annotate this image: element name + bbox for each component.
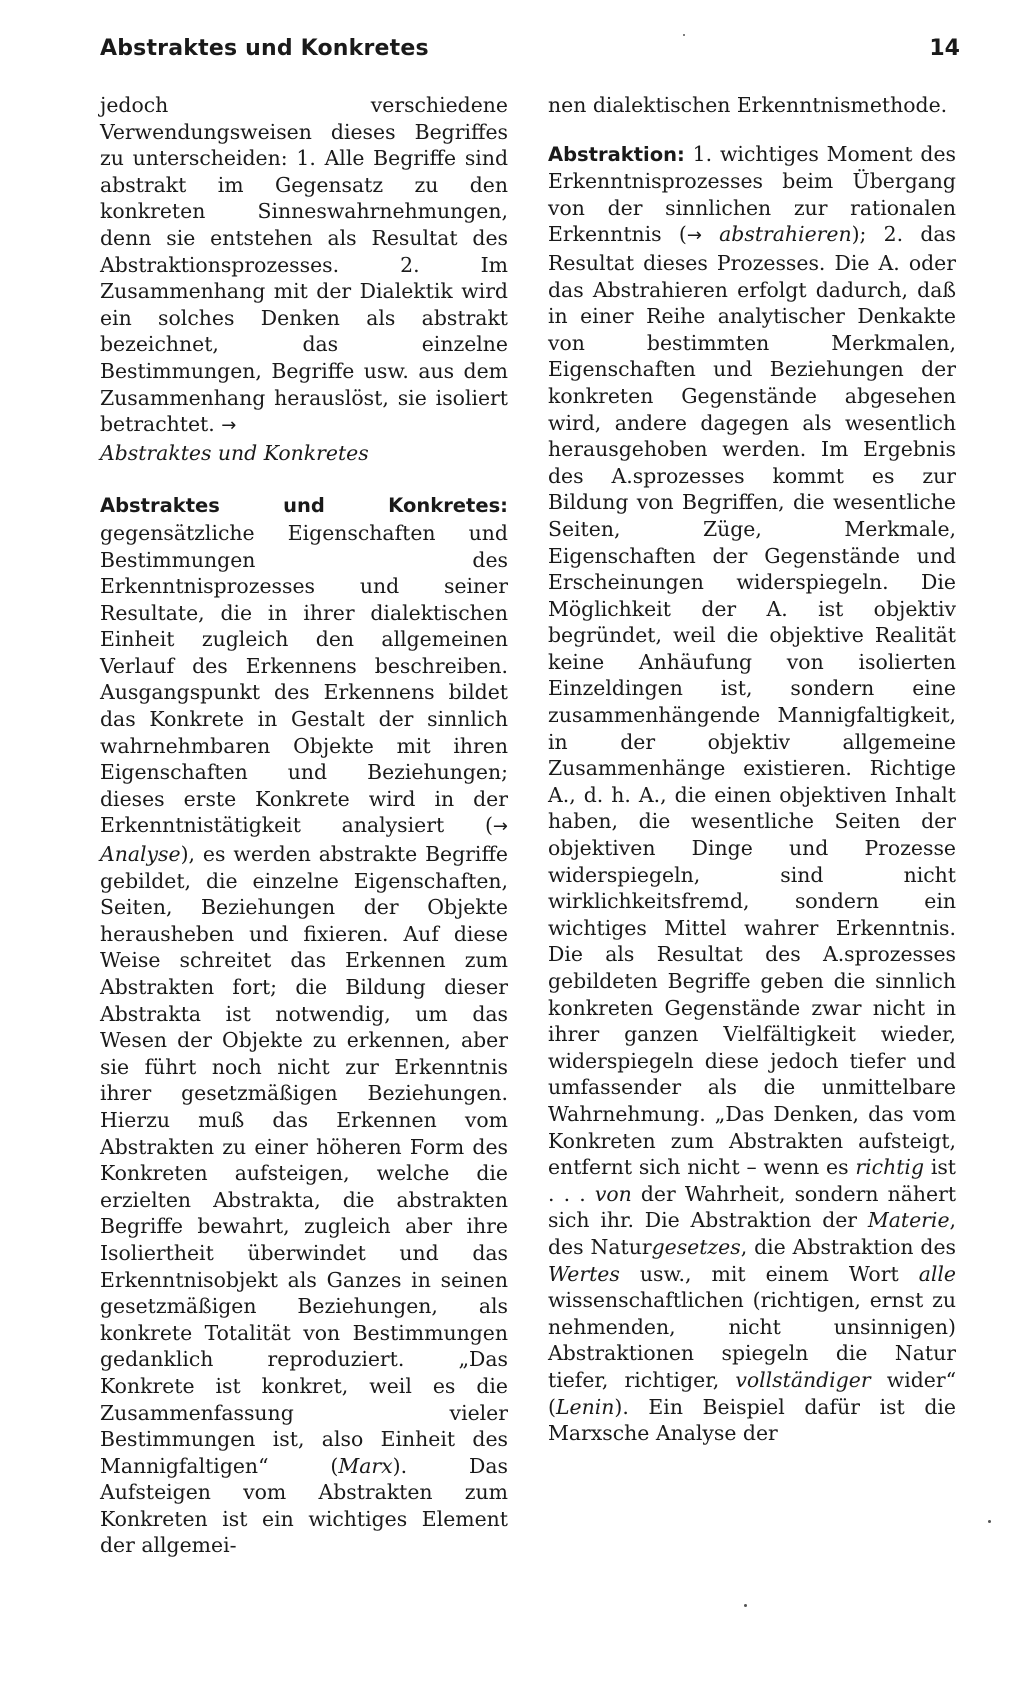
cross-reference-link[interactable]: abstrahieren — [719, 222, 852, 247]
entry-text: ). Das Aufsteigen vom Abstrakten zum Konkreten ist ein wichtiges Element der allgemei- — [100, 1453, 508, 1558]
paragraph-gap — [548, 119, 956, 141]
citation-author: Lenin — [555, 1394, 615, 1419]
left-column — [100, 92, 508, 1559]
emphasis: Materie — [867, 1208, 950, 1233]
print-speck — [988, 1520, 991, 1523]
continuation-paragraph: nen dialektischen Erkenntnismethode. — [548, 93, 948, 117]
entry-text: wissenschaftlichen (richtigen, ernst zu nehmenden, nicht unsinnigen) Abstraktionen spiegeln die Natur tiefer, richtiger, — [548, 1288, 956, 1392]
page-number: 14 — [929, 36, 960, 61]
emphasis: von — [594, 1181, 632, 1206]
entry-text: ist . . . — [548, 1155, 956, 1206]
cross-reference-arrow-icon: → — [492, 816, 508, 838]
running-title: Abstraktes und Konkretes — [100, 36, 429, 61]
continuation-text: jedoch verschiedene Verwendungsweisen dieses Begriffes zu unterscheiden: 1. Alle Begriffe sind abstrakt im Gegensatz zu den konkreten Sinneswahrnehmungen, denn sie entstehen als Resultat des Abstraktionsprozesses. 2. Im Zusammenhang mit der Dialektik wird ein solches Denken als abstrakt bezeichnet, das einzelne Bestimmungen, Begriffe usw. aus dem Zusammenhang herauslöst, sie isoliert betrachtet. — [100, 93, 508, 437]
emphasis: richtig — [855, 1155, 924, 1180]
entry-headword: Abstraktes und Konkretes: — [100, 494, 508, 518]
emphasis: gesetzes — [651, 1234, 741, 1259]
right-column — [548, 92, 956, 1447]
entry-abstraktion — [548, 141, 956, 1447]
print-speck — [744, 1604, 747, 1607]
entry-text: ), es werden abstrakte Begriffe gebildet, die einzelne Eigenschaften, Seiten, Beziehungen der Objekte herausheben und fixieren. Auf diese Weise schreitet das Erkennen zum Abstrakten fort; die Bildung dieser Abstrakta ist notwendig, um das Wesen der Objekte zu erkennen, aber sie führt noch nicht zur Erkenntnis ihrer gesetzmäßigen Beziehungen. Hierzu muß das Erkennen vom Abstrakten zu einer höheren Form des Konkreten aufsteigen, welche die erzielten Abstrakta, die abstrakten Begriffe bewahrt, zugleich aber ihre Isoliertheit überwindet und das Erkenntnisobjekt als Ganzes in seinen gesetzmäßigen Beziehungen, als konkrete Totalität von Bestimmungen gedanklich reproduziert. „Das Konkrete ist konkret, weil es die Zusammenfassung vieler Bestimmungen ist, also Einheit des Mannigfaltigen“ ( — [100, 842, 508, 1478]
entry-text: der Wahrheit, sondern nähert sich ihr. Die Abstraktion der — [548, 1181, 957, 1233]
entry-text: wider“ ( — [548, 1367, 957, 1419]
print-speck — [683, 34, 685, 36]
cross-reference-link[interactable]: Abstraktes und Konkretes — [100, 440, 369, 465]
continuation-paragraph — [100, 92, 508, 466]
entry-text: 1. wichtiges Moment des Erkenntnisprozesses beim Übergang von der sinnlichen zur rationalen Erkenntnis ( — [548, 141, 956, 247]
cross-reference-link[interactable]: Analyse — [100, 842, 181, 867]
cross-reference-arrow-icon: → — [221, 415, 237, 437]
entry-text: ). Ein Beispiel dafür ist die Marxsche Analyse der — [548, 1394, 956, 1446]
entry-text: , die Abstraktion des — [740, 1234, 956, 1259]
entry-text: , des Natur — [548, 1208, 957, 1259]
emphasis: Wertes — [548, 1261, 620, 1286]
entry-headword: Abstraktion: — [548, 142, 685, 166]
entry-text: gegensätzliche Eigenschaften und Bestimmungen des Erkenntnisprozesses und seiner Resultate, die in ihrer dialektischen Einheit zugleich den allgemeinen Verlauf des Erkennens beschreiben. Ausgangspunkt des Erkennens bildet das Konkrete in Gestalt der sinnlich wahrnehmbaren Objekte mit ihren Eigenschaften und Beziehungen; dieses erste Konkrete wird in der Erkenntnistätigkeit analysiert ( — [100, 520, 508, 838]
citation-author: Marx — [338, 1453, 393, 1478]
entry-text: ); 2. das Resultat dieses Prozesses. Die A. oder das Abstrahieren erfolgt dadurch, daß in einer Reihe analytischer Denkakte von bestimmten Merkmalen, Eigenschaften und Beziehungen der konkreten Gegenstände abgesehen wird, andere dagegen als wesentlich herausgehoben werden. Im Ergebnis des A.sprozesses kommt es zur Bildung von Begriffen, die wesentliche Seiten, Züge, Merkmale, Eigenschaften der Gegenstände und Erscheinungen widerspiegeln. Die Möglichkeit der A. ist objektiv begründet, weil die objektive Realität keine Anhäufung von isolierten Einzeldingen ist, sondern eine zusammenhängende Mannigfaltigkeit, in der objektiv allgemeine Zusammenhänge existieren. Richtige A., d. h. A., die einen objektiven Inhalt haben, die wesentliche Seiten der objektiven Dinge und Prozesse widerspiegeln, sind nicht wirklichkeitsfremd, sondern ein wichtiges Mittel wahrer Erkenntnis. Die als Resultat des A.sprozesses gebildeten Begriffe geben die sinnlich konkreten Gegenstände zwar nicht in ihrer ganzen Vielfältigkeit wieder, widerspiegeln diese jedoch tiefer und umfassender als die unmittelbare Wahrnehmung. „Das Denken, das vom Konkreten zum Abstrakten aufsteigt, entfernt sich nicht – wenn es — [548, 222, 956, 1180]
emphasis: vollständiger — [735, 1367, 871, 1392]
running-head — [100, 36, 960, 72]
emphasis: alle — [918, 1261, 956, 1286]
entry-text: usw., mit einem Wort — [639, 1261, 899, 1286]
entry-abstraktes-und-konkretes — [100, 492, 508, 1559]
cross-reference-arrow-icon: → — [686, 225, 702, 247]
paragraph-gap — [100, 466, 508, 492]
